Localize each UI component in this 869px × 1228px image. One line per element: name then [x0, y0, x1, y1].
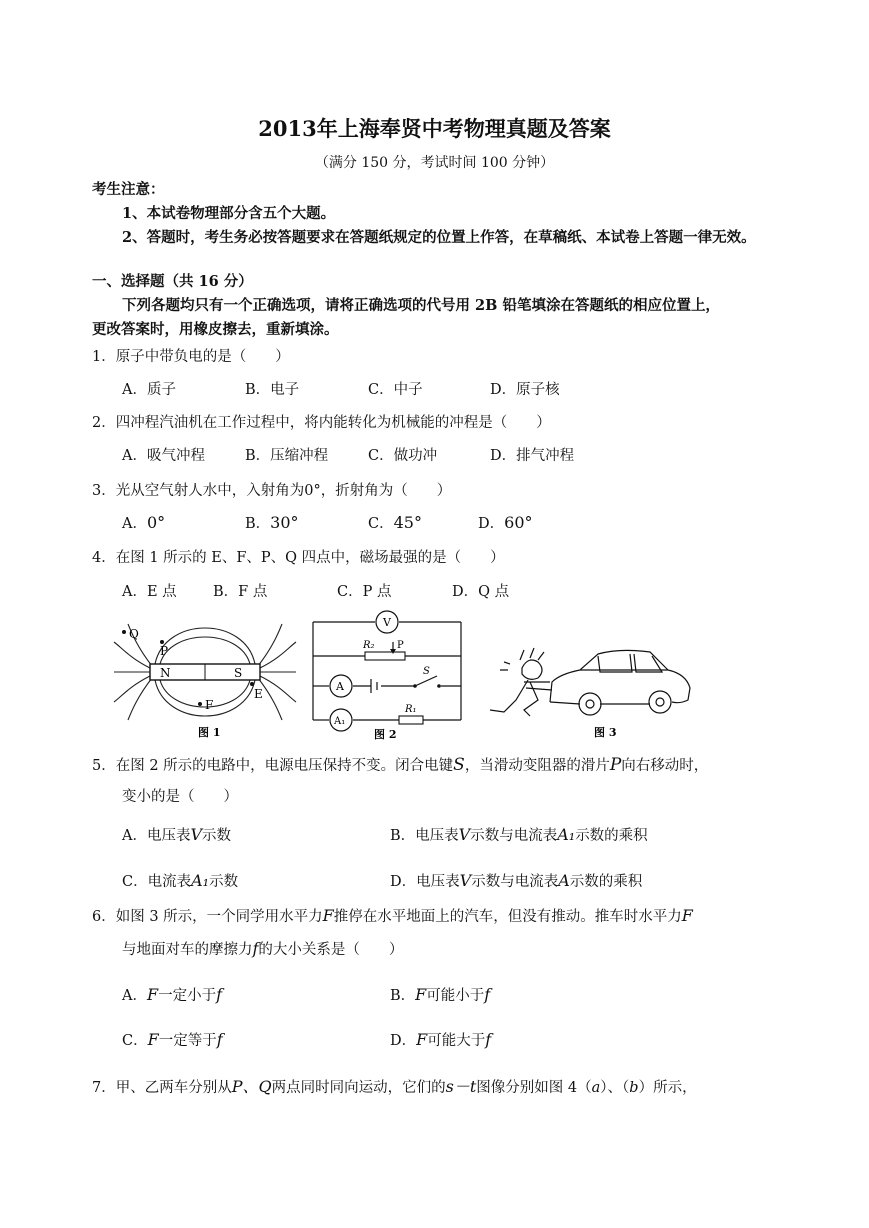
option-a: A．质子 — [122, 382, 176, 398]
option-c: C．电流表A₁示数 — [122, 871, 239, 890]
notice-heading: 考生注意： — [92, 181, 165, 198]
exam-subtitle: （满分 150 分，考试时间 100 分钟） — [314, 155, 555, 171]
option-d: D．原子核 — [490, 382, 560, 398]
ammeter-1-label: A₁ — [334, 716, 346, 727]
south-pole-label: S — [234, 666, 243, 680]
option-b: B．F可能小于f — [390, 985, 491, 1004]
option-b: B．压缩冲程 — [245, 448, 329, 464]
question-7-stem: 7．甲、乙两车分别从P、Q两点同时同向运动，它们的s－t图像分别如图 4（a）、（b）所示， — [92, 1077, 697, 1096]
rheostat-label: R₂ — [363, 640, 375, 651]
figure-3-caption: 图 3 — [594, 726, 617, 739]
north-pole-label: N — [160, 666, 171, 680]
section-instructions: 下列各题均只有一个正确选项，请将正确选项的代号用 2B 铅笔填涂在答题纸的相应位置上， — [122, 297, 720, 314]
figure-2-circuit — [305, 606, 470, 742]
notice-item: 1、本试卷物理部分含五个大题。 — [122, 205, 336, 222]
voltmeter-label: V — [383, 616, 391, 629]
option-c: C．P 点 — [337, 584, 392, 600]
option-d: D．电压表V示数与电流表A示数的乘积 — [390, 871, 643, 890]
option-b: B．电子 — [245, 382, 300, 398]
option-c: C．中子 — [368, 382, 423, 398]
option-b: B．电压表V示数与电流表A₁示数的乘积 — [390, 825, 648, 844]
ammeter-label: A — [336, 680, 344, 693]
option-d: D．排气冲程 — [490, 448, 575, 464]
switch-label: S — [423, 666, 430, 677]
question-2-stem: 2．四冲程汽油机在工作过程中，将内能转化为机械能的冲程是（ ） — [92, 415, 551, 431]
option-d: D．F可能大于f — [390, 1030, 492, 1049]
option-a: A．电压表V示数 — [122, 825, 232, 844]
figure-1-magnet-field — [110, 618, 300, 742]
section-instructions: 更改答案时，用橡皮擦去，重新填涂。 — [92, 321, 339, 338]
point-q-label: Q — [129, 627, 139, 641]
page-title: 2013年上海奉贤中考物理真题及答案 — [258, 116, 611, 141]
figure-2-caption: 图 2 — [374, 728, 397, 741]
section-heading: 一、选择题（共 16 分） — [92, 273, 253, 290]
option-a: A．F一定小于f — [122, 985, 223, 1004]
resistor-label: R₁ — [405, 704, 417, 715]
question-6-stem-cont: 与地面对车的摩擦力f的大小关系是（ ） — [122, 939, 404, 958]
option-d: D．60° — [478, 513, 533, 532]
question-4-stem: 4．在图 1 所示的 E、F、P、Q 四点中，磁场最强的是（ ） — [92, 550, 505, 566]
question-1-stem: 1．原子中带负电的是（ ） — [92, 349, 290, 365]
figure-3-push-car — [480, 640, 695, 740]
point-f-label: F — [205, 698, 214, 712]
notice-item: 2、答题时，考生务必按答题要求在答题纸规定的位置上作答，在草稿纸、本试卷上答题一律无效。 — [122, 229, 756, 246]
option-a: A．吸气冲程 — [122, 448, 205, 464]
question-3-stem: 3．光从空气射人水中，入射角为0°，折射角为（ ） — [92, 483, 452, 499]
question-6-stem: 6．如图 3 所示，一个同学用水平力F推停在水平地面上的汽车，但没有推动。推车时水平力F — [92, 906, 693, 925]
option-d: D．Q 点 — [452, 584, 510, 600]
slider-label: P — [397, 640, 404, 651]
point-p-label: P — [160, 644, 169, 658]
option-c: C．做功冲 — [368, 448, 438, 464]
option-c: C．F一定等于f — [122, 1030, 223, 1049]
option-a: A．E 点 — [122, 584, 177, 600]
question-5-stem-cont: 变小的是（ ） — [122, 789, 238, 805]
option-b: B．F 点 — [213, 584, 268, 600]
question-5-stem: 5．在图 2 所示的电路中，电源电压保持不变。闭合电键S，当滑动变阻器的滑片P向右移动时， — [92, 755, 709, 775]
option-a: A．0° — [122, 513, 166, 532]
option-b: B．30° — [245, 513, 299, 532]
option-c: C．45° — [368, 513, 422, 532]
figure-1-caption: 图 1 — [198, 726, 221, 739]
point-e-label: E — [254, 687, 263, 701]
